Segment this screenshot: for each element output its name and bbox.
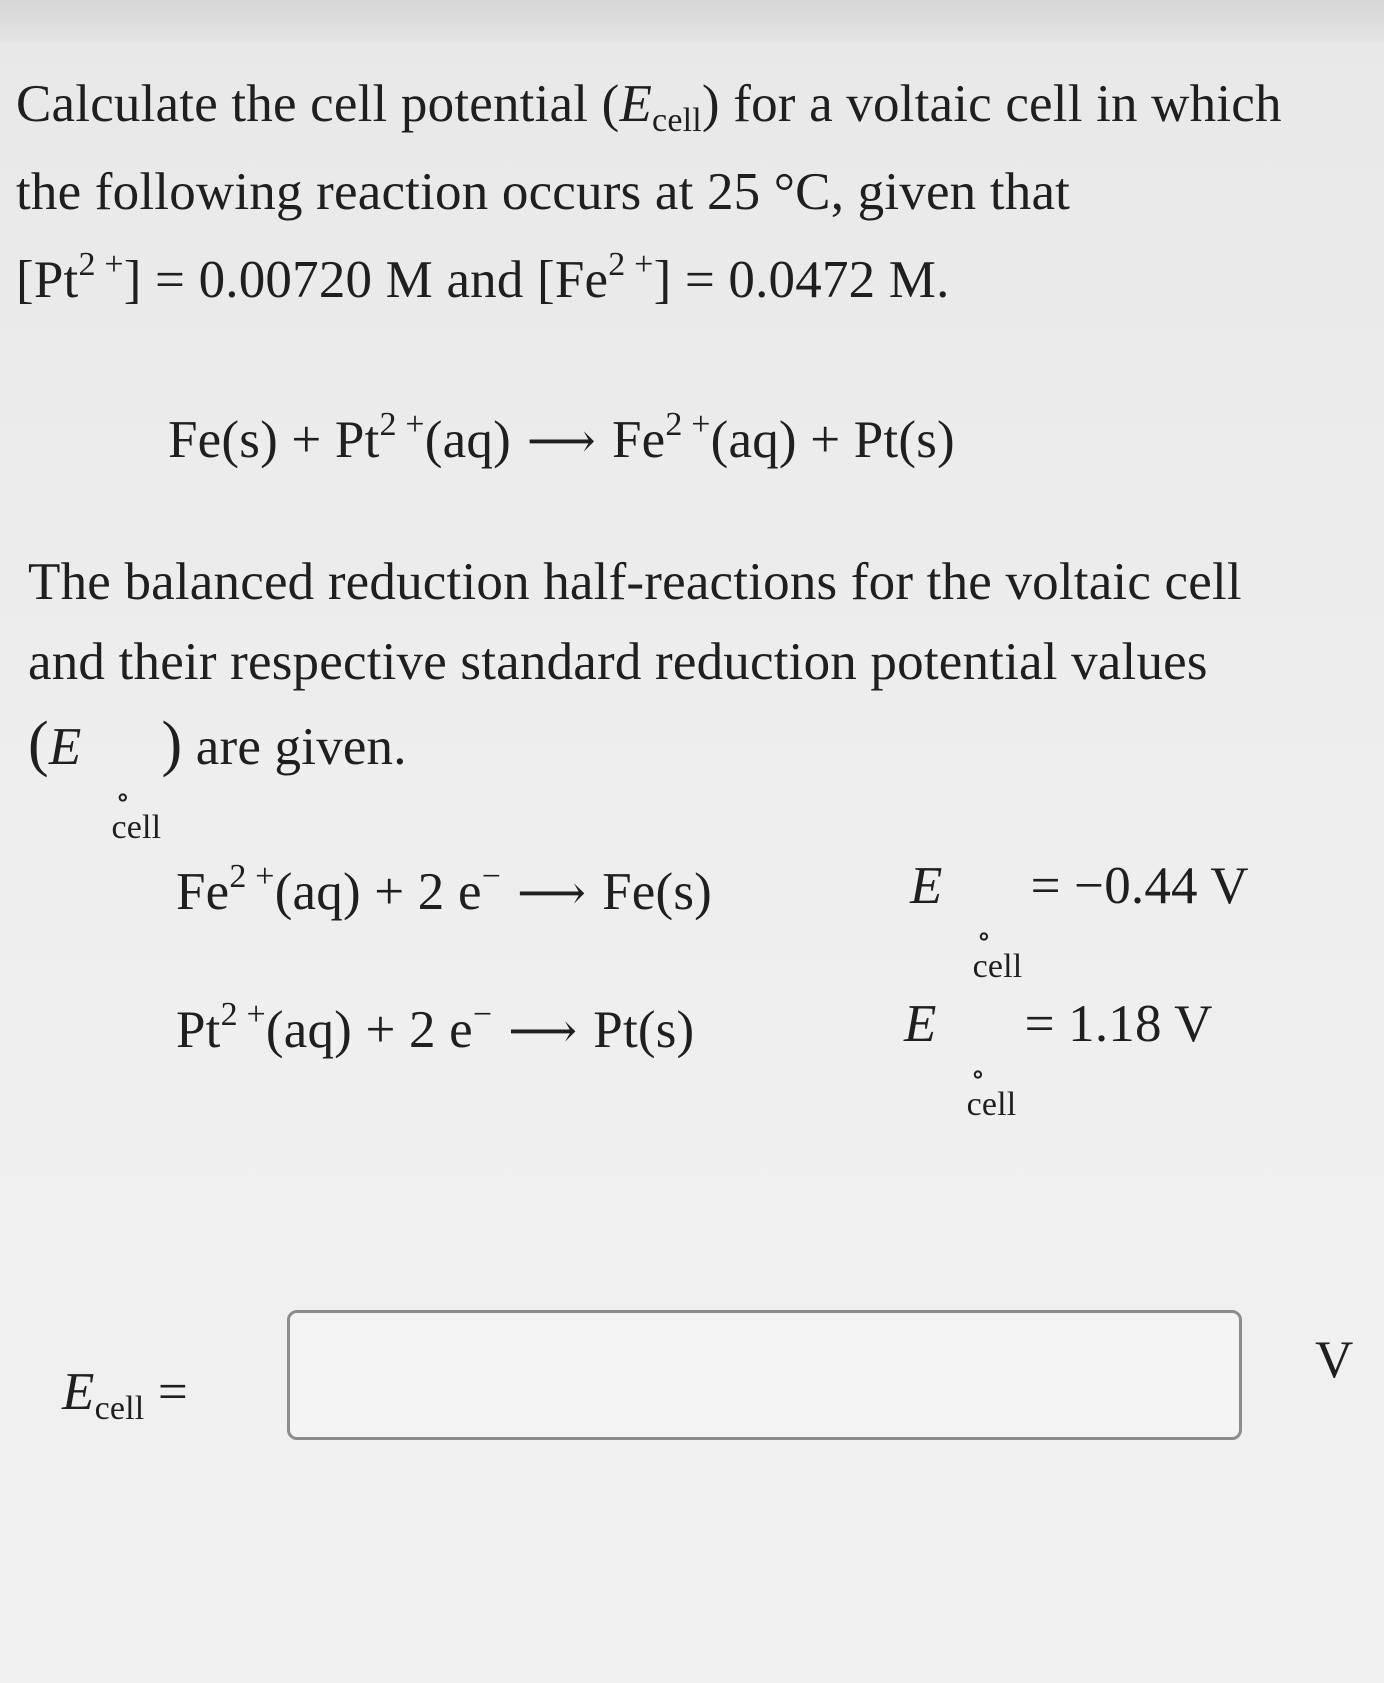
intro-line-1: The balanced reduction half-reactions for the voltaic cell (28, 553, 1242, 611)
half-reaction-1-equation: $Fe^{2 +}(aq) + 2$ e− ⟶ Fe(s) (176, 858, 713, 921)
half-reaction-2-potential: E ∘ cell = 1.18 V (904, 995, 1213, 1123)
top-band (0, 0, 1384, 42)
answer-input[interactable] (287, 1310, 1242, 1440)
overall-reaction: $Fe(s) + Pt^{2 +}(aq)$ ⟶ $Fe^{2 +}(aq) + Pt(s)$ (168, 406, 955, 469)
intro-line-3: (E ∘ cell ) are given. (28, 710, 407, 846)
half-reaction-1-potential: E ∘ cell = −0.44 V (910, 857, 1249, 985)
question-line-3: $[Pt^{2 +}] = 0.00720$ M and $[Fe^{2 +}] = 0.0472$ M. (16, 246, 950, 309)
answer-label: $E_{cell}$ = (62, 1363, 188, 1427)
intro-line-2: and their respective standard reduction potential values (28, 633, 1208, 691)
question-line-2: the following reaction occurs at 25 °C, given that (16, 163, 1071, 221)
half-reaction-2-equation: $Pt^{2 +}(aq) + 2$ e− ⟶ Pt(s) (176, 996, 695, 1059)
unit-label: V (1315, 1331, 1354, 1389)
question-line-1: Calculate the cell potential $(E_{cell})$ for a voltaic cell in which (16, 75, 1282, 139)
